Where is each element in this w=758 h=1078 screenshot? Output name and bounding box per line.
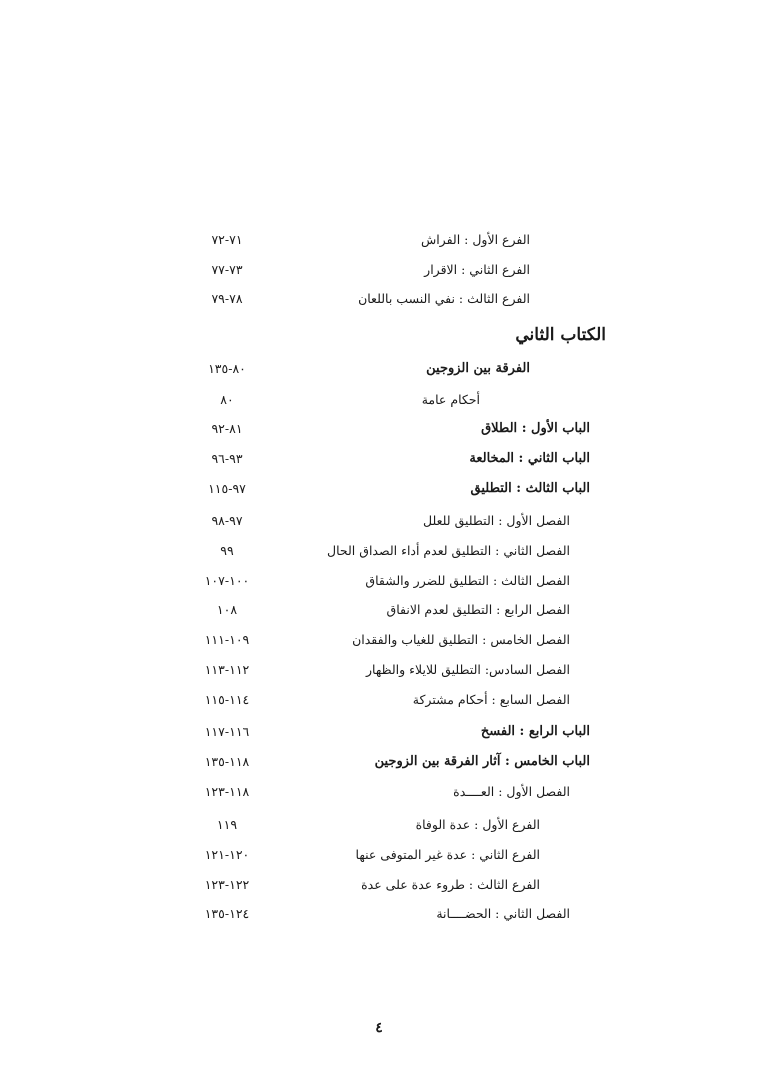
toc-entry xyxy=(160,568,590,594)
toc-entry xyxy=(160,687,590,713)
toc-entry xyxy=(160,356,590,382)
entry-pages: ١٢٠-١٢١ xyxy=(204,847,250,862)
toc-entry xyxy=(160,719,590,745)
entry-pages: ٨٠ xyxy=(220,392,234,407)
toc-entry xyxy=(160,387,590,413)
toc-entry xyxy=(160,538,590,564)
entry-pages: ١١٤-١١٥ xyxy=(204,692,250,707)
entry-title: الفصل السابع : أحكام مشتركة xyxy=(412,692,570,707)
toc-entry xyxy=(160,416,590,442)
entry-pages: ٧٣-٧٧ xyxy=(211,262,243,277)
toc-entry xyxy=(160,657,590,683)
entry-title: الفصل الأول : التطليق للعلل xyxy=(423,513,570,528)
toc-entry xyxy=(160,508,590,534)
page-number: ٤ xyxy=(375,1020,383,1036)
entry-title: الفرع الثالث : نفي النسب باللعان xyxy=(358,291,530,306)
entry-pages: ١٢٢-١٢٣ xyxy=(204,877,250,892)
entry-pages: ٩٧-٩٨ xyxy=(211,513,243,528)
toc-entry xyxy=(160,901,590,927)
entry-pages: ١١٢-١١٣ xyxy=(204,662,250,677)
toc-entry xyxy=(160,842,590,868)
entry-title: الفصل السادس: التطليق للايلاء والظهار xyxy=(366,662,570,677)
entry-pages: ٨٠-١٣٥ xyxy=(208,361,246,376)
toc-entry xyxy=(160,812,590,838)
toc-entry xyxy=(160,257,590,283)
entry-title: أحكام عامة xyxy=(421,392,480,407)
entry-title: الفصل الثالث : التطليق للضرر والشقاق xyxy=(365,573,570,588)
entry-pages: ١٠٩-١١١ xyxy=(204,632,250,647)
entry-title: الفرع الأول : عدة الوفاة xyxy=(415,817,540,832)
entry-pages: ٨١-٩٢ xyxy=(211,421,243,436)
entry-title: الفصل الأول : العــــدة xyxy=(453,784,570,799)
entry-title: الفرع الثاني : الاقرار xyxy=(424,262,530,277)
entry-pages: ٩٩ xyxy=(220,543,234,558)
entry-title: الفرع الأول : الفراش xyxy=(420,232,530,247)
entry-title: الفرع الثالث : طروء عدة على عدة xyxy=(361,877,540,892)
toc-entry xyxy=(160,476,590,502)
entry-title: الفصل الثاني : الحضــــانة xyxy=(436,906,570,921)
entry-title: الفصل الثاني : التطليق لعدم أداء الصداق الحال xyxy=(327,543,570,558)
entry-title: الباب الخامس : آثار الفرقة بين الزوجين xyxy=(374,754,590,769)
toc-entry xyxy=(160,627,590,653)
entry-pages: ٩٧-١١٥ xyxy=(208,481,246,496)
entry-pages: ٩٣-٩٦ xyxy=(211,451,243,466)
entry-pages: ٧١-٧٢ xyxy=(211,232,243,247)
toc-entry xyxy=(160,749,590,775)
entry-pages: ١٠٨ xyxy=(216,602,238,617)
toc-entry xyxy=(160,779,590,805)
toc-entry xyxy=(160,446,590,472)
entry-title: الباب الثاني : المخالعة xyxy=(469,451,590,466)
entry-pages: ١٢٤-١٣٥ xyxy=(204,906,250,921)
entry-pages: ١٠٠-١٠٧ xyxy=(204,573,250,588)
entry-pages: ١١٩ xyxy=(216,817,238,832)
book-heading: الكتاب الثاني xyxy=(515,325,606,345)
entry-title: الباب الثالث : التطليق xyxy=(470,481,590,496)
entry-title: الفصل الرابع : التطليق لعدم الانفاق xyxy=(386,602,570,617)
entry-title: الباب الرابع : الفسخ xyxy=(480,724,590,739)
entry-pages: ١١٦-١١٧ xyxy=(204,724,250,739)
entry-pages: ١١٨-١٣٥ xyxy=(204,754,250,769)
entry-pages: ١١٨-١٢٣ xyxy=(204,784,250,799)
toc-entry xyxy=(160,597,590,623)
toc-entry xyxy=(160,872,590,898)
entry-title: الباب الأول : الطلاق xyxy=(481,421,590,436)
toc-entry xyxy=(160,286,590,312)
entry-title: الفصل الخامس : التطليق للغياب والفقدان xyxy=(352,632,570,647)
entry-title: الفرع الثاني : عدة غير المتوفى عنها xyxy=(355,847,540,862)
entry-title: الفرقة بين الزوجين xyxy=(426,361,530,376)
entry-pages: ٧٨-٧٩ xyxy=(211,291,243,306)
toc-entry xyxy=(160,227,590,253)
